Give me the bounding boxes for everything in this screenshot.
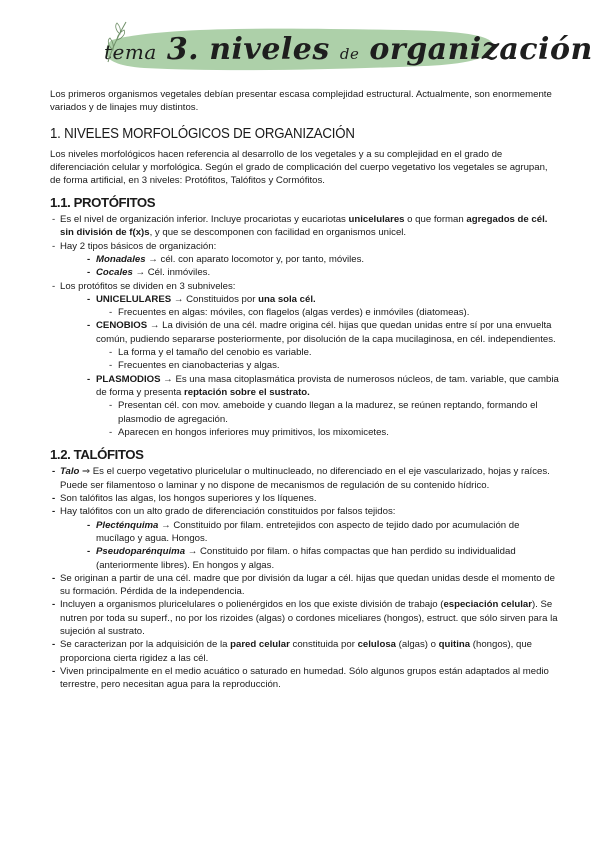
list-item: - Los protófitos se dividen en 3 subniveles:: [52, 280, 236, 292]
talofitos-list: [50, 465, 560, 691]
intro-paragraph: Los primeros organismos vegetales debían presentar escasa complejidad estructural. Actualmente, son enormemente variados y de linajes muy distintos.: [50, 89, 552, 114]
list-item-cenobios: - CENOBIOS → La división de una cél. madre origina cél. hijas que quedan unidas entre sí por una envuelta común, pudiendo separarse posteriormente, por disolución de la capa mucilaginosa, en cél. independientes.: [87, 320, 556, 345]
list-item: - La forma y el tamaño del cenobio es variable.: [109, 347, 312, 359]
arrow-right-icon: →: [149, 320, 160, 332]
title-banner: [104, 18, 593, 80]
list-item-plectenquima: - Plecténquima → Constituido por filam. entretejidos con aspecto de tejido dado por acumulación de mucílago y agua. Hongos.: [87, 519, 520, 544]
subsection-heading-talofitos: 1.2. TALÓFITOS: [50, 447, 144, 463]
arrow-right-icon: →: [148, 253, 158, 265]
list-item: - Incluyen a organismos pluricelulares o polienérgidos en los que existe división de trabajo (especiación celular). Se nutren por toda su superf., no por los rizoides (algas) o cordones miceliares (hongos), estruct. que sólo sirven para la sujeción al sustrato.: [52, 599, 558, 637]
list-item-talo: - Talo ⇒ Es el cuerpo vegetativo pluricelular o multinucleado, no diferenciado en el eje vascularizado, hojas y raíces. Puede ser filamentoso o laminar y no dispone de mecanismos de regulación de su contenido hídrico.: [52, 466, 550, 491]
title-word-de: de: [339, 45, 360, 63]
subsection-heading-protofitos: 1.1. PROTÓFITOS: [50, 194, 156, 210]
list-item: - Se originan a partir de una cél. madre que por división da lugar a cél. hijas que quedan unidas desde el momento de su formación. Pérdida de la independencia.: [52, 572, 555, 598]
arrow-right-icon: →: [163, 373, 173, 385]
list-item-unicelulares: - UNICELULARES → Constituidos por una sola cél.: [87, 293, 316, 305]
arrow-right-icon: →: [173, 293, 184, 305]
title-word-organizacion: organización: [369, 32, 593, 67]
list-item: - Aparecen en hongos inferiores muy primitivos, los mixomicetes.: [109, 426, 389, 438]
list-item-plasmodios: - PLASMODIOS → Es una masa citoplasmática provista de numerosos núcleos, de tam. variable, que cambia de forma y presenta reptación sobre el sustrato.: [87, 373, 559, 398]
list-item: - Frecuentes en cianobacterias y algas.: [109, 360, 280, 372]
list-item: - Presentan cél. con mov. ameboide y cuando llegan a la madurez, se reúnen reptando, formando el plasmodio de agregación.: [109, 400, 538, 425]
list-item-cocales: - Cocales → Cél. inmóviles.: [87, 267, 211, 279]
section1-paragraph: Los niveles morfológicos hacen referencia al desarrollo de los vegetales y a su complejidad en el grado de diferenciación celular y morfológica. Según el grado de complicación del cuerpo vegetativo los vegetales se agrupan, de forma artificial, en 3 niveles: Protófitos, Talófitos y Cormófitos.: [50, 148, 548, 187]
protofitos-list: [50, 213, 560, 439]
title-number: 3.: [166, 32, 200, 67]
title-word-tema: tema: [104, 40, 157, 64]
list-item: - Viven principalmente en el medio acuático o saturado en humedad. Sólo algunos grupos están adaptados al medio terrestre, pero necesitan agua para la reproducción.: [52, 665, 549, 691]
list-item: - Es el nivel de organización inferior. Incluye procariotas y eucariotas unicelulares o que forman agregados de cél. sin división de f(x)s, y que se descomponen con facilidad en organismos unicel.: [52, 214, 548, 239]
page-title: [104, 32, 593, 67]
arrow-right-icon: →: [187, 546, 198, 558]
list-item: - Hay 2 tipos básicos de organización:: [52, 240, 217, 252]
arrow-right-icon: →: [161, 519, 171, 531]
leaf-sprig-icon: [104, 18, 130, 64]
list-item: - Son talófitos las algas, los hongos superiores y los líquenes.: [52, 493, 317, 505]
list-item: - Hay talófitos con un alto grado de diferenciación constituidos por falsos tejidos:: [52, 506, 396, 518]
document-body: [50, 88, 560, 691]
arrow-right-icon: →: [135, 267, 146, 279]
list-item: - Se caracterizan por la adquisición de la pared celular constituida por celulosa (algas) o quitina (hongos), que proporciona cierta rigidez a las cél.: [52, 639, 532, 664]
list-item-pseudoparenquima: - Pseudoparénquima → Constituido por filam. o hifas compactas que han perdido su individualidad (anteriormente libres). En hongos y algas.: [87, 546, 516, 571]
title-word-niveles: niveles: [209, 32, 330, 67]
list-item-monadales: - Monadales → cél. con aparato locomotor y, por tanto, móviles.: [87, 253, 365, 265]
implies-arrow-icon: ⇒: [82, 466, 91, 478]
section-heading-1: 1. NIVELES MORFOLÓGICOS DE ORGANIZACIÓN: [50, 125, 355, 142]
list-item: - Frecuentes en algas: móviles, con flagelos (algas verdes) e inmóviles (diatomeas).: [109, 307, 470, 319]
